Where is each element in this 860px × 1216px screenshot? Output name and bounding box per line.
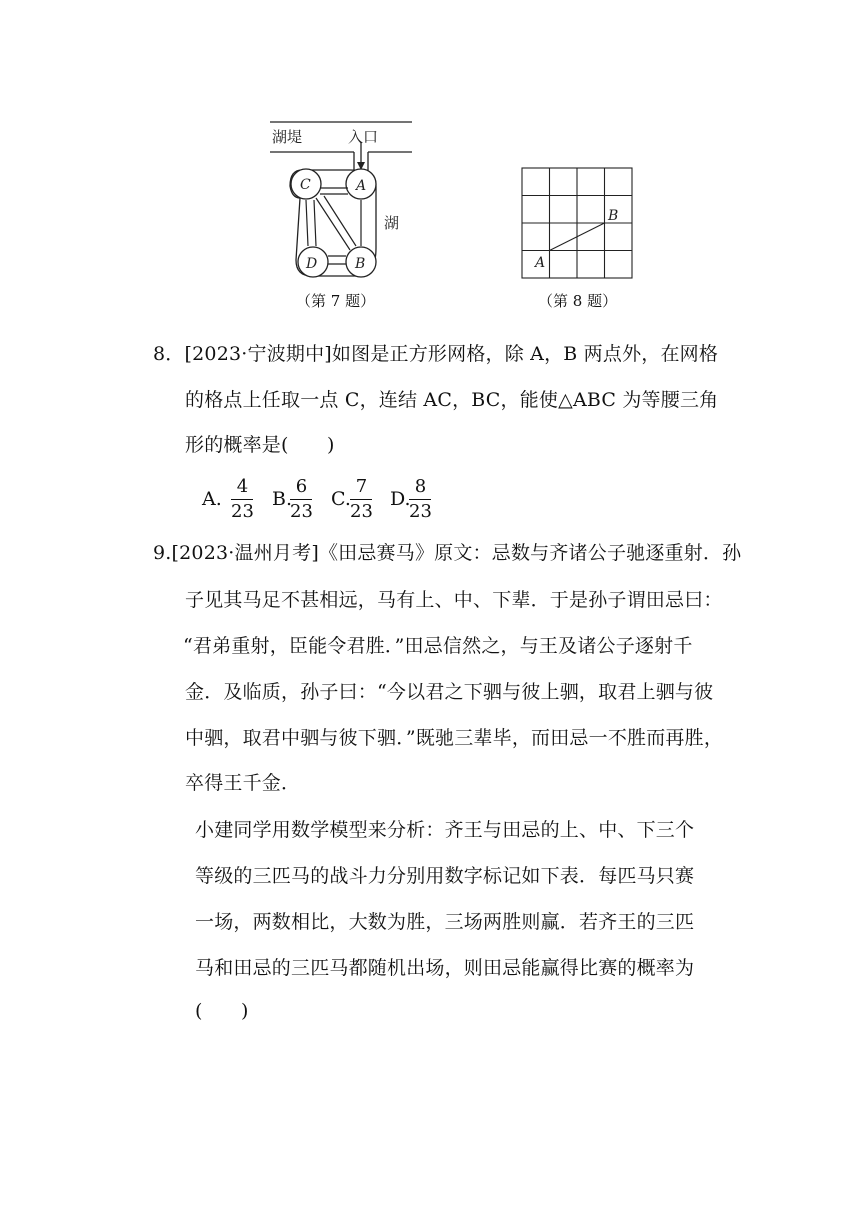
fig7-node-b: B xyxy=(355,256,366,272)
q9-para-5: ( ) xyxy=(195,1000,249,1022)
q8-line-3: 形的概率是( ) xyxy=(185,434,335,456)
q8-option-b-den: 23 xyxy=(290,501,313,522)
q8-option-d-letter: D. xyxy=(390,488,411,510)
q9-line-6: 卒得王千金． xyxy=(185,772,301,794)
fig7-node-c: C xyxy=(300,177,311,193)
q9-para-1: 小建同学用数学模型来分析：齐王与田忌的上、中、下三个 xyxy=(195,819,695,841)
q8-option-c xyxy=(331,488,351,510)
figure-7-lake-path-diagram xyxy=(262,118,422,288)
q8-option-b xyxy=(272,488,292,510)
q8-option-a-fraction xyxy=(231,477,254,522)
q9-text-1: 《田忌赛马》原文：忌数与齐诸公子驰逐重射．孙 xyxy=(318,542,742,564)
q8-option-c-fraction xyxy=(350,477,373,522)
q8-option-a-letter: A. xyxy=(202,488,222,510)
q9-para-3: 一场，两数相比，大数为胜，三场两胜则赢．若齐王的三匹 xyxy=(195,911,695,933)
q9-source: [2023·温州月考] xyxy=(171,542,319,564)
q9-number: 9. xyxy=(153,542,172,564)
q8-source: [2023·宁波期中] xyxy=(184,343,332,365)
q8-option-d-num: 8 xyxy=(414,476,427,497)
q9-para-4: 马和田忌的三匹马都随机出场，则田忌能赢得比赛的概率为 xyxy=(195,957,695,979)
q8-option-a-den: 23 xyxy=(231,501,254,522)
q8-line-2: 的格点上任取一点 C，连结 AC，BC，能使△ABC 为等腰三角 xyxy=(185,389,719,411)
fig7-lake-label: 湖 xyxy=(384,214,400,232)
q8-option-b-letter: B. xyxy=(272,488,293,510)
q9-line-4: 金．及临质，孙子曰：“今以君之下驷与彼上驷，取君上驷与彼 xyxy=(185,681,714,703)
q8-option-a-num: 4 xyxy=(236,476,249,497)
figure-8-caption: （第 8 题） xyxy=(538,292,618,310)
q9-line-1 xyxy=(153,541,741,565)
fig8-point-b: B xyxy=(608,208,619,224)
q9-line-2: 子见其马足不甚相远，马有上、中、下辈．于是孙子谓田忌曰： xyxy=(185,589,723,611)
figure-7-caption: （第 7 题） xyxy=(296,292,376,310)
q9-line-5: 中驷，取君中驷与彼下驷．”既驰三辈毕，而田忌一不胜而再胜， xyxy=(185,727,724,749)
q9-line-3: “君弟重射，臣能令君胜．”田忌信然之，与王及诸公子逐射千 xyxy=(183,635,693,657)
q8-option-a xyxy=(202,488,222,510)
fig8-point-a: A xyxy=(535,255,546,271)
q8-line-1 xyxy=(153,342,718,366)
fig7-node-a: A xyxy=(356,178,367,194)
q8-option-d-fraction xyxy=(409,477,432,522)
q9-para-2: 等级的三匹马的战斗力分别用数字标记如下表．每匹马只赛 xyxy=(195,865,695,887)
q8-option-d-den: 23 xyxy=(409,501,432,522)
q8-option-d xyxy=(390,488,411,510)
fig7-entrance-label: 入口 xyxy=(348,128,379,146)
fig7-node-d: D xyxy=(306,256,318,272)
q8-text-1: 如图是正方形网格，除 A，B 两点外，在网格 xyxy=(331,343,719,365)
q8-option-b-fraction xyxy=(290,477,313,522)
q8-option-c-num: 7 xyxy=(355,476,368,497)
q8-option-c-letter: C. xyxy=(331,488,351,510)
q8-option-b-num: 6 xyxy=(295,476,308,497)
q8-option-c-den: 23 xyxy=(350,501,373,522)
fig7-bank-label: 湖堤 xyxy=(272,128,303,146)
q8-number: 8． xyxy=(153,343,185,365)
figure-8-grid xyxy=(520,166,636,284)
